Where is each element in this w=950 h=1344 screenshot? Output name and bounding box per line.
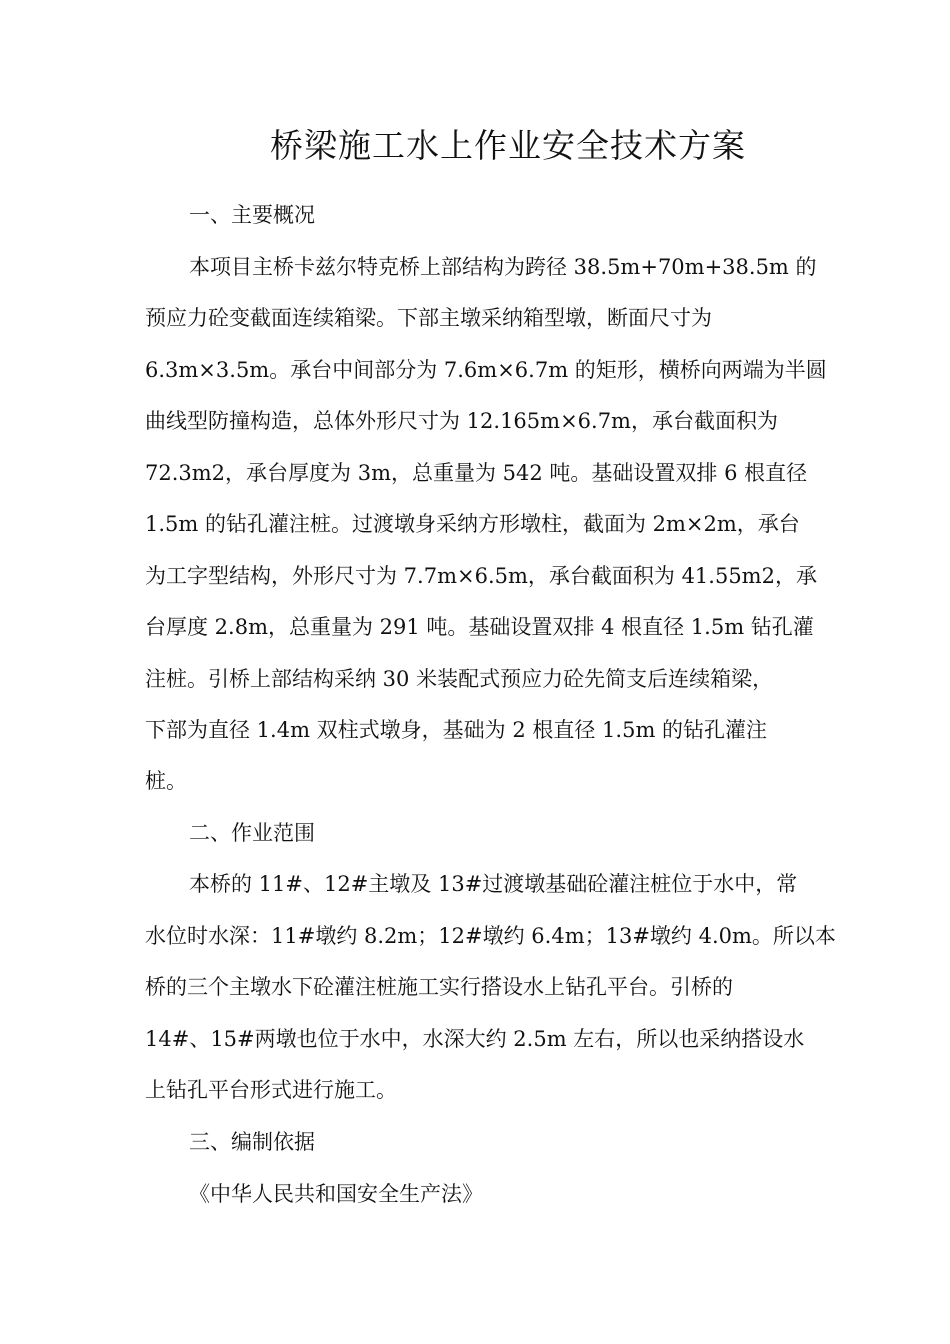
paragraph-line: 桩。	[145, 769, 187, 793]
paragraph-line: 水位时水深：11#墩约 8.2m；12#墩约 6.4m；13#墩约 4.0m。所以本	[145, 924, 836, 948]
paragraph-line: 《中华人民共和国安全生产法》	[189, 1182, 483, 1206]
paragraph-line: 桥的三个主墩水下砼灌注桩施工实行搭设水上钻孔平台。引桥的	[145, 975, 733, 999]
paragraph-line: 注桩。引桥上部结构采纳 30 米装配式预应力砼先简支后连续箱梁，	[145, 667, 774, 691]
paragraph-line: 下部为直径 1.4m 双柱式墩身，基础为 2 根直径 1.5m 的钻孔灌注	[145, 718, 768, 742]
paragraph-line: 6.3m×3.5m。承台中间部分为 7.6m×6.7m 的矩形，横桥向两端为半圆	[145, 358, 827, 382]
paragraph-line: 为工字型结构，外形尺寸为 7.7m×6.5m，承台截面积为 41.55m2，承	[145, 564, 817, 588]
paragraph-line: 预应力砼变截面连续箱梁。下部主墩采纳箱型墩，断面尺寸为	[145, 306, 712, 330]
paragraph-line: 72.3m2，承台厚度为 3m，总重量为 542 吨。基础设置双排 6 根直径	[145, 461, 808, 485]
section-heading-basis: 三、编制依据	[189, 1130, 315, 1154]
paragraph-line: 本桥的 11#、12#主墩及 13#过渡墩基础砼灌注桩位于水中，常	[189, 872, 798, 896]
paragraph-line: 上钻孔平台形式进行施工。	[145, 1078, 397, 1102]
paragraph-line: 1.5m 的钻孔灌注桩。过渡墩身采纳方形墩柱，截面为 2m×2m，承台	[145, 512, 800, 536]
section-heading-scope: 二、作业范围	[189, 821, 315, 845]
document-title: 桥梁施工水上作业安全技术方案	[270, 126, 746, 165]
paragraph-line: 14#、15#两墩也位于水中，水深大约 2.5m 左右，所以也采纳搭设水	[145, 1027, 805, 1051]
paragraph-line: 本项目主桥卡兹尔特克桥上部结构为跨径 38.5m+70m+38.5m 的	[189, 255, 817, 279]
paragraph-line: 台厚度 2.8m，总重量为 291 吨。基础设置双排 4 根直径 1.5m 钻孔灌	[145, 615, 814, 639]
paragraph-line: 曲线型防撞构造，总体外形尺寸为 12.165m×6.7m，承台截面积为	[145, 409, 778, 433]
section-heading-overview: 一、主要概况	[189, 203, 315, 227]
